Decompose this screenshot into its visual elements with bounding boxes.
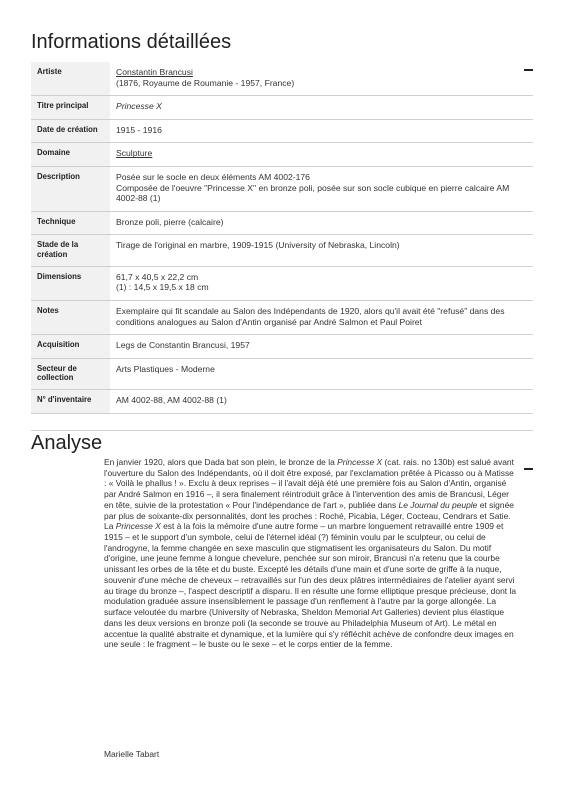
table-row [31, 211, 533, 235]
table-row [31, 300, 533, 334]
text-run: et signée par plus de soixante-dix personnalités, dont les proches : Roché, Picabia, Léger, Cocteau, Cendrars et Satie. La [104, 499, 514, 532]
row-label: Acquisition [31, 335, 110, 359]
text-run: (cat. rais. no 130b) est salué avant l'ouverture du Salon des Indépendants, où il doit être exposé, par l'exclamation prêtée à Picasso ou à Matisse : « Voilà le phallus ! ». Exclu à deux reprises – il l'avait déjà été une première fois au Salon d'Antin, organisé par André Salmon en 1916 –, il sera finalement réintroduit grâce à l'intervention des amis de Brancusi, Léger en tête, suivie de la protestation « Pour l'indépendance de l'art », publiée dans [104, 457, 514, 510]
row-value: AM 4002-88, AM 4002-88 (1) [110, 390, 533, 414]
row-label: Secteur de collection [31, 358, 110, 389]
section-title-analyse: Analyse [31, 432, 103, 454]
row-value [110, 266, 533, 300]
domain-link[interactable]: Sculpture [116, 148, 153, 159]
table-row [31, 166, 533, 211]
description-line: Posée sur le socle en deux éléments AM 4002-176 [116, 171, 310, 182]
table-row [31, 358, 533, 389]
table-row [31, 96, 533, 120]
row-label: Titre principal [31, 96, 110, 120]
row-value [110, 62, 533, 96]
row-label: Domaine [31, 143, 110, 167]
row-label: Description [31, 166, 110, 211]
table-row [31, 119, 533, 143]
table-row [31, 335, 533, 359]
table-row [31, 266, 533, 300]
section-title-informations: Informations détaillées [31, 31, 232, 53]
row-value [110, 166, 533, 211]
row-label: Date de création [31, 119, 110, 143]
row-value: Bronze poli, pierre (calcaire) [110, 211, 533, 235]
artist-link[interactable]: Constantin Brancusi [116, 67, 193, 77]
table-row [31, 143, 533, 167]
artist-dates: (1876, Royaume de Roumanie - 1957, France) [116, 77, 295, 88]
table-row [31, 390, 533, 414]
collapse-icon[interactable] [524, 468, 533, 470]
table-row [31, 235, 533, 266]
author-name: Marielle Tabart [104, 749, 160, 759]
section-divider [31, 430, 533, 431]
row-value: Princesse X [110, 96, 533, 120]
row-value: 1915 - 1916 [110, 119, 533, 143]
italic-title: Le Journal du peuple [398, 499, 478, 510]
row-label: Technique [31, 211, 110, 235]
details-table [31, 62, 533, 414]
row-value: Legs de Constantin Brancusi, 1957 [110, 335, 533, 359]
analyse-paragraph [104, 457, 518, 650]
row-value [110, 143, 533, 167]
description-line: Composée de l'oeuvre "Princesse X" en bronze poli, posée sur son socle cubique en pierre calcaire AM 4002-88 (1) [116, 182, 510, 204]
dimension-line: 61,7 x 40,5 x 22,2 cm [116, 271, 199, 282]
row-value: Arts Plastiques - Moderne [110, 358, 533, 389]
row-label: N° d'inventaire [31, 390, 110, 414]
row-value: Tirage de l'original en marbre, 1909-1915 (University of Nebraska, Lincoln) [110, 235, 533, 266]
row-label: Artiste [31, 62, 110, 96]
italic-title: Princesse X [337, 457, 383, 467]
text-run: En janvier 1920, alors que Dada bat son plein, le bronze de la [104, 457, 338, 467]
row-label: Stade de la création [31, 235, 110, 266]
text-run: est à la fois la mémoire d'une autre forme – un marbre longuement retravaillé entre 1909 et 1915 – et le support d'un symbole, celui de l'éternel idéal (?) féminin voulu par le sculpteur, ou celui de l'androgyne, la femme changée en sexe masculin que stigmatisent les organisateurs du Salon. Du motif d'origine, une jeune femme à longue chevelure, penchée sur son miroir, Brancusi n'a retenu que la courbe unissant les orbes de la tête et du buste. Excepté les détails d'une main et d'une sorte de griffe à la nuque, souvenir d'une mèche de cheveux – retravaillés sur l'un des deux plâtres intermédiaires de l'atelier ayant servi au tirage du bronze –, l'aspect descriptif a disparu. Il en résulte une forme elliptique presque précieuse, dont la modulation graduée assure insensiblement le passage d'un renflement à l'autre par la gorge allongée. La surface veloutée du marbre (University of Nebraska, Sheldon Memorial Art Galleries) devient plus élastique dans les deux versions en bronze poli (la seconde se trouve au Philadelphia Museum of Art). Le métal en accentue la qualité abstraite et dynamique, et la lumière qui s'y réfléchit achève de confondre deux images en une seule : le fragment – le buste ou le sexe – et le corps entier de la femme. [104, 521, 517, 650]
row-value: Exemplaire qui fit scandale au Salon des Indépendants de 1920, alors qu'il avait été "refusé" dans des conditions analogues au Salon d'Antin organisé par André Salmon et Paul Poiret [110, 300, 533, 334]
dimension-line: (1) : 14,5 x 19,5 x 18 cm [116, 282, 209, 293]
row-label: Dimensions [31, 266, 110, 300]
analyse-text [104, 457, 518, 650]
row-label: Notes [31, 300, 110, 334]
italic-title: Princesse X [115, 521, 161, 532]
table-row [31, 62, 533, 96]
